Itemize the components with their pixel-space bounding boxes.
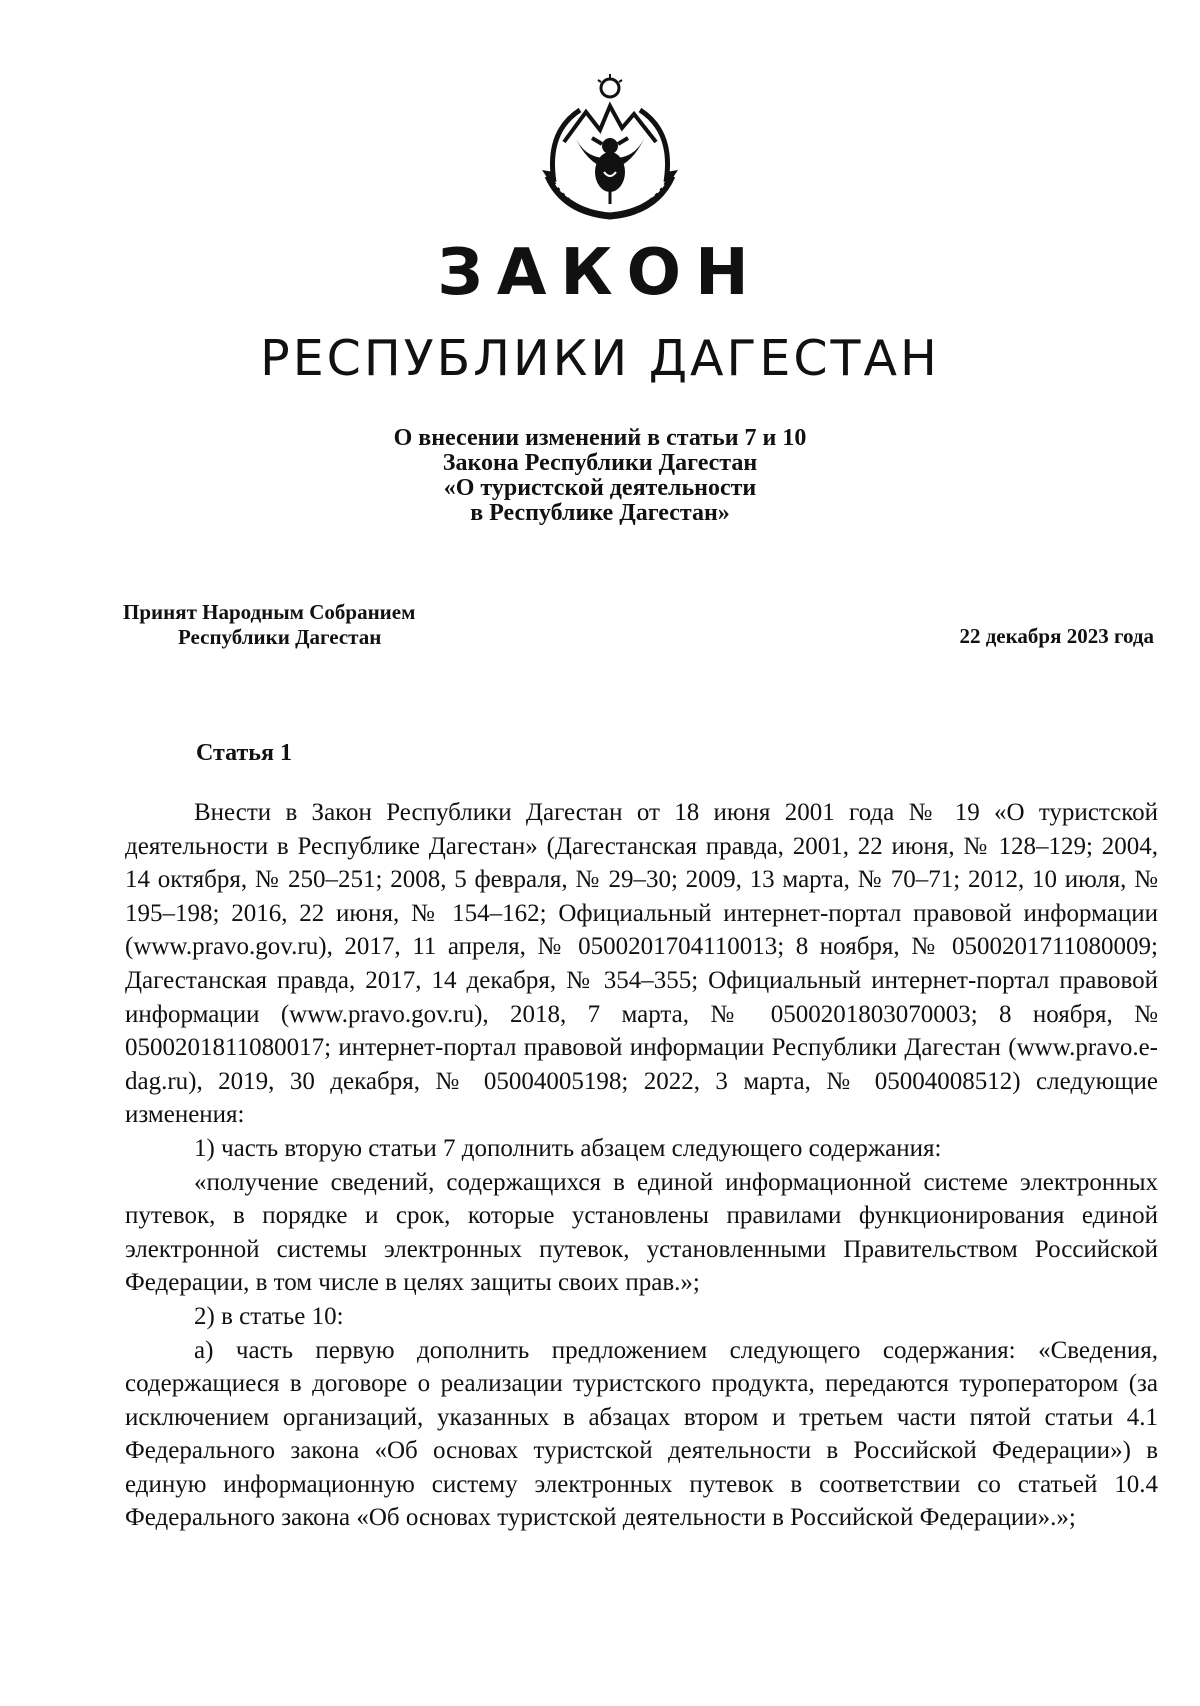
article-heading: Статья 1 (196, 740, 292, 766)
page-subtitle: РЕСПУБЛИКИ ДАГЕСТАН (260, 330, 940, 387)
law-name-line: «О туристской деятельности (443, 475, 757, 501)
paragraph: 2) в статье 10: (194, 1302, 344, 1330)
law-name (0, 426, 1200, 526)
paragraph: а) часть первую дополнить предложением следующего содержания: «Сведения, содержащиеся в договоре о реализации туристского продукта, передаются туроператором (за исключением организаций, указанных в абзацах втором и третьем части пятой статьи 4.1 Федерального закона «Об основах туристской деятельности в Российской Федерации») в единую информационную систему электронных путевок в соответствии со статьей 10.4 Федерального закона «Об основах туристской деятельности в Российской Федерации».»; (125, 1336, 1158, 1532)
law-name-line: О внесении изменений в статьи 7 и 10 (393, 425, 807, 451)
page-title: ЗАКОН (437, 236, 763, 310)
adoption-line: Принят Народным Собранием (123, 600, 416, 624)
adoption-info (123, 600, 415, 650)
adoption-line: Республики Дагестан (178, 625, 382, 649)
paragraph: 1) часть вторую статьи 7 дополнить абзацем следующего содержания: (194, 1134, 942, 1162)
dagestan-coat-of-arms-icon (534, 72, 686, 220)
law-name-line: Закона Республики Дагестан (442, 450, 758, 476)
paragraph: Внести в Закон Республики Дагестан от 18 июня 2001 года № 19 «О туристской деятельности в Республике Дагестан» (Дагестанская правда, 2001, 22 июня, № 128–129; 2004, 14 октября, № 250–251; 2008, 5 февраля, № 29–30; 2009, 13 марта, № 70–71; 2012, 10 июля, № 195–198; 2016, 22 июня, № 154–162; Официальный интернет-портал правовой информации (www.pravo.gov.ru), 2017, 11 апреля, № 0500201704110013; 8 ноября, № 0500201711080009; Дагестанская правда, 2017, 14 декабря, № 354–355; Официальный интернет-портал правовой информации (www.pravo.gov.ru), 2018, 7 марта, № 0500201803070003; 8 ноября, № 0500201811080017; интернет-портал правовой информации Республики Дагестан (www.pravo.e-dag.ru), 2019, 30 декабря, № 05004005198; 2022, 3 марта, № 05004008512) следующие изменения: (125, 799, 1158, 1129)
paragraph: «получение сведений, содержащихся в единой информационной системе электронных путевок, в порядке и срок, которые установлены правилами функционирования единой электронной системы электронных путевок, установленными Правительством Российской Федерации, в том числе в целях защиты своих прав.»; (125, 1168, 1158, 1297)
law-name-line: в Республике Дагестан» (470, 500, 730, 526)
article-body (125, 796, 1158, 1535)
adoption-date: 22 декабря 2023 года (959, 624, 1154, 648)
